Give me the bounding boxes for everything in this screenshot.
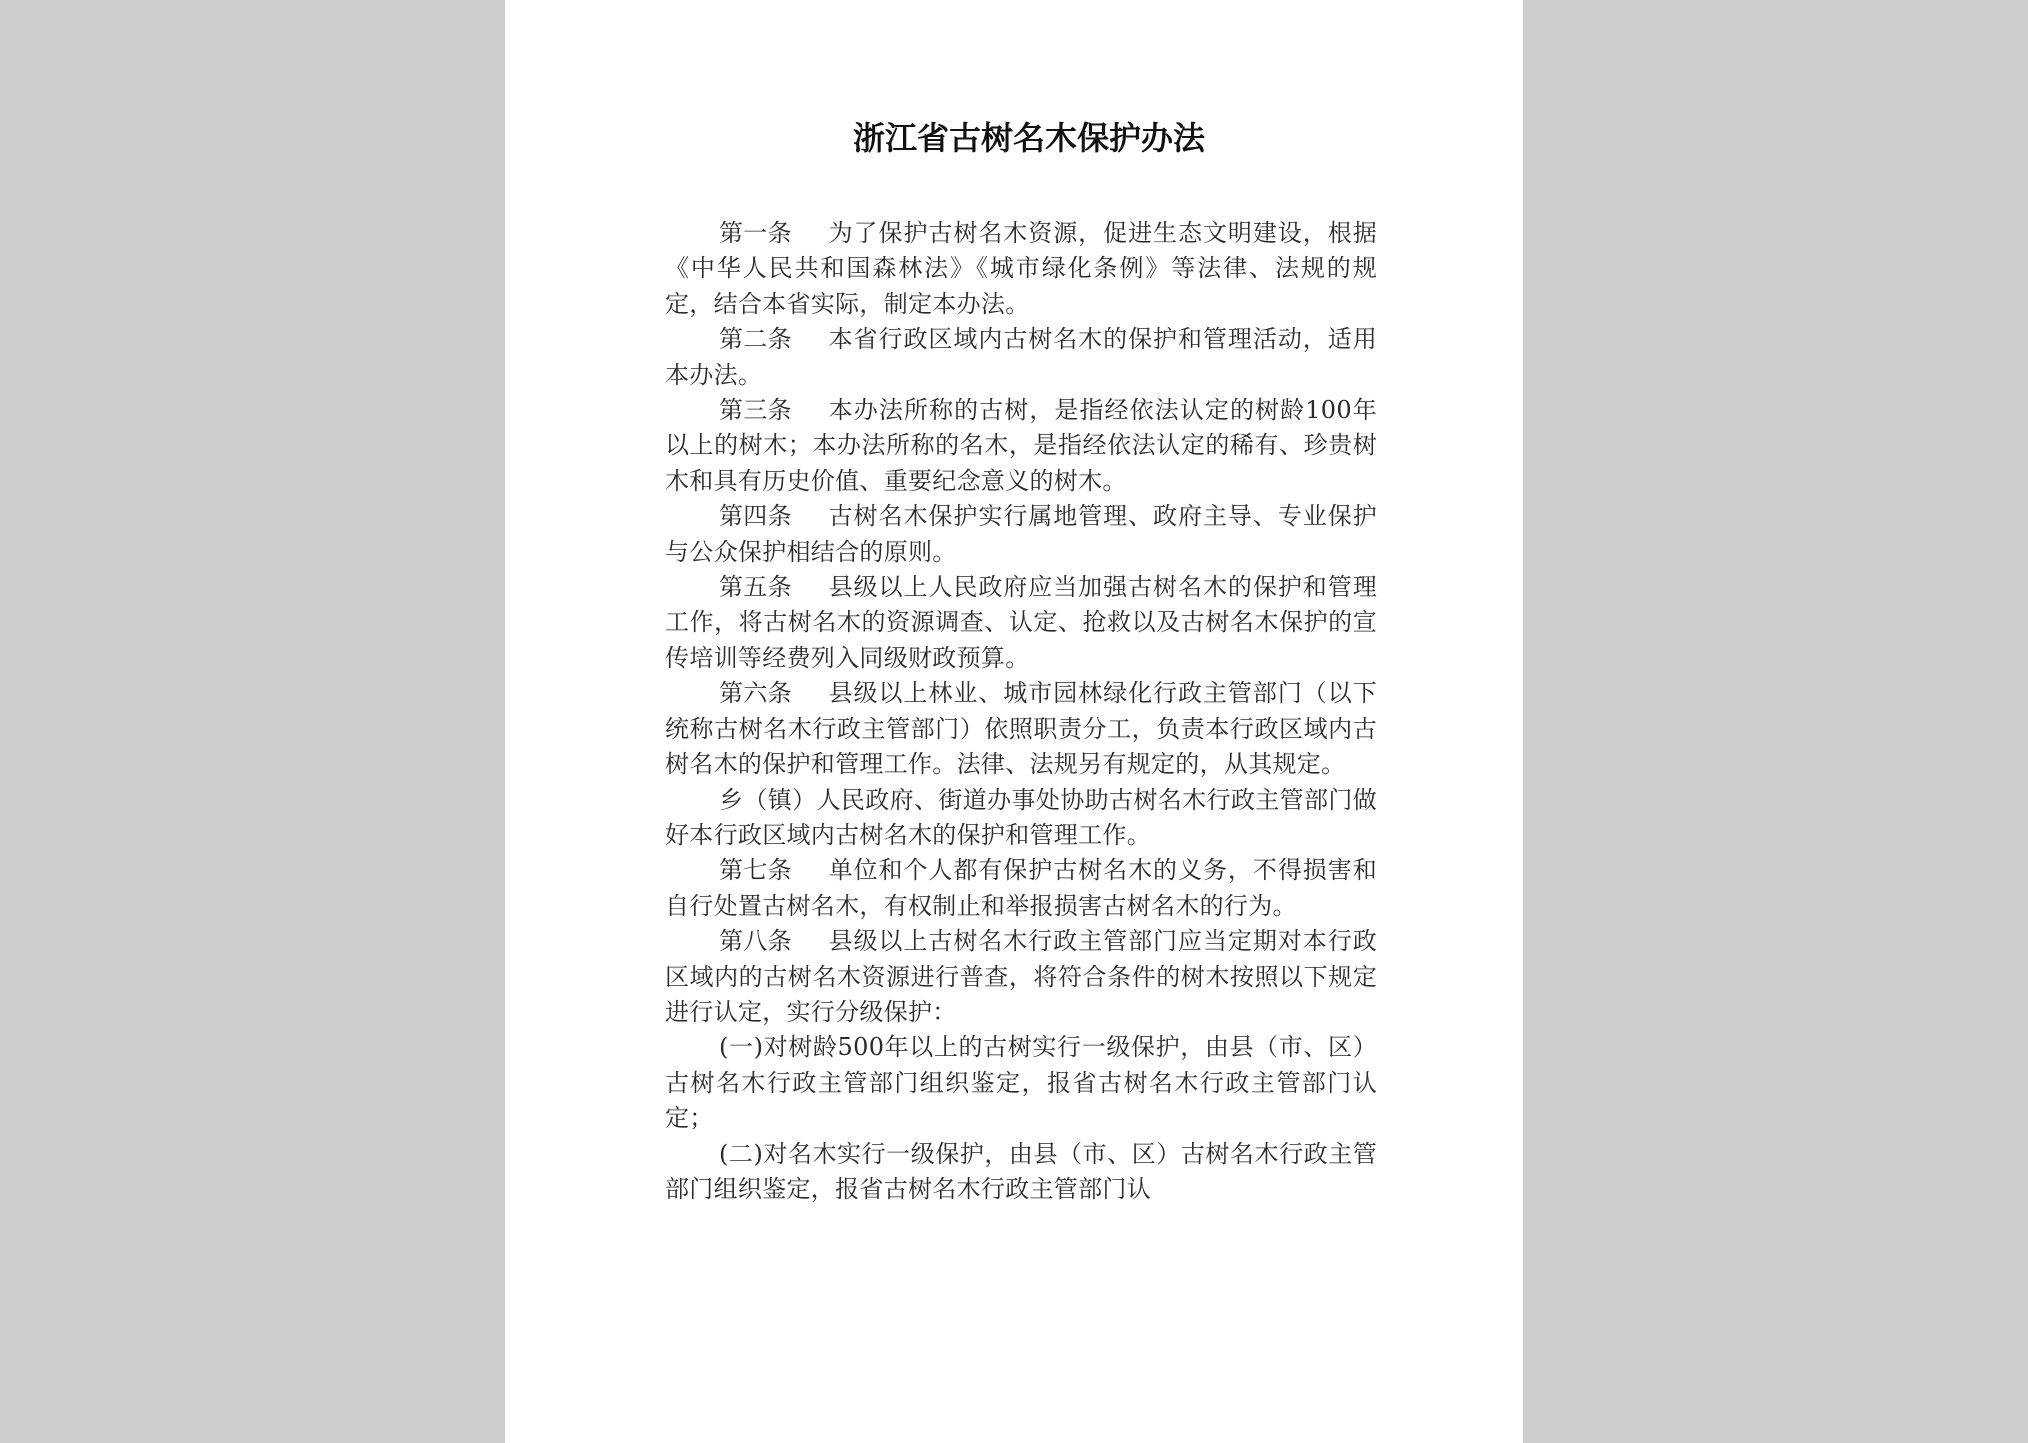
document-paragraph — [665, 924, 1377, 1030]
paragraph-text: 县级以上古树名木行政主管部门应当定期对本行政区域内的古树名木资源进行普查，将符合条件的树木按照以下规定进行认定，实行分级保护： — [665, 927, 1377, 1026]
article-number: 第五条 — [719, 573, 792, 602]
article-number: 第八条 — [719, 927, 792, 956]
document-paragraph — [665, 1030, 1377, 1136]
paragraph-text: 县级以上林业、城市园林绿化行政主管部门（以下统称古树名木行政主管部门）依照职责分工，负责本行政区域内古树名木的保护和管理工作。法律、法规另有规定的，从其规定。 — [665, 679, 1377, 779]
document-paragraph — [665, 499, 1377, 570]
document-paragraph — [665, 570, 1377, 676]
article-number: 第七条 — [719, 856, 792, 885]
paragraph-text: 本办法所称的古树，是指经依法认定的树龄100年以上的树木；本办法所称的名木，是指经依法认定的稀有、珍贵树木和具有历史价值、重要纪念意义的树木。 — [665, 396, 1377, 495]
article-number: 第四条 — [719, 502, 792, 531]
document-paragraph — [665, 676, 1377, 782]
document-paragraph — [665, 216, 1377, 322]
document-paragraph — [665, 322, 1377, 393]
paragraph-text: 本省行政区域内古树名木的保护和管理活动，适用本办法。 — [665, 325, 1377, 389]
document-paragraph — [665, 393, 1377, 499]
article-number: 第三条 — [719, 396, 792, 425]
paragraph-text: 县级以上人民政府应当加强古树名木的保护和管理工作，将古树名木的资源调查、认定、抢救以及古树名木保护的宣传培训等经费列入同级财政预算。 — [665, 573, 1377, 672]
article-number: 第二条 — [719, 325, 792, 354]
paragraph-text: 乡（镇）人民政府、街道办事处协助古树名木行政主管部门做好本行政区域内古树名木的保护和管理工作。 — [665, 785, 1377, 849]
paragraph-text: 古树名木保护实行属地管理、政府主导、专业保护与公众保护相结合的原则。 — [665, 502, 1377, 566]
document-paragraph — [665, 1137, 1377, 1208]
paragraph-text: (二)对名木实行一级保护，由县（市、区）古树名木行政主管部门组织鉴定，报省古树名木行政主管部门认 — [665, 1139, 1377, 1203]
document-page — [505, 0, 1523, 1443]
article-number: 第一条 — [719, 219, 792, 247]
paragraph-text: (一)对树龄500年以上的古树实行一级保护，由县（市、区）古树名木行政主管部门组织鉴定，报省古树名木行政主管部门认定； — [665, 1033, 1377, 1133]
document-paragraph — [665, 853, 1377, 924]
document-title: 浙江省古树名木保护办法 — [852, 119, 1205, 157]
article-number: 第六条 — [719, 679, 792, 708]
paragraph-text: 单位和个人都有保护古树名木的义务，不得损害和自行处置古树名木，有权制止和举报损害古树名木的行为。 — [665, 856, 1377, 920]
document-body — [665, 216, 1377, 1207]
paragraph-text: 为了保护古树名木资源，促进生态文明建设，根据《中华人民共和国森林法》《城市绿化条例》等法律、法规的规定，结合本省实际，制定本办法。 — [665, 219, 1377, 318]
document-paragraph — [665, 783, 1377, 854]
